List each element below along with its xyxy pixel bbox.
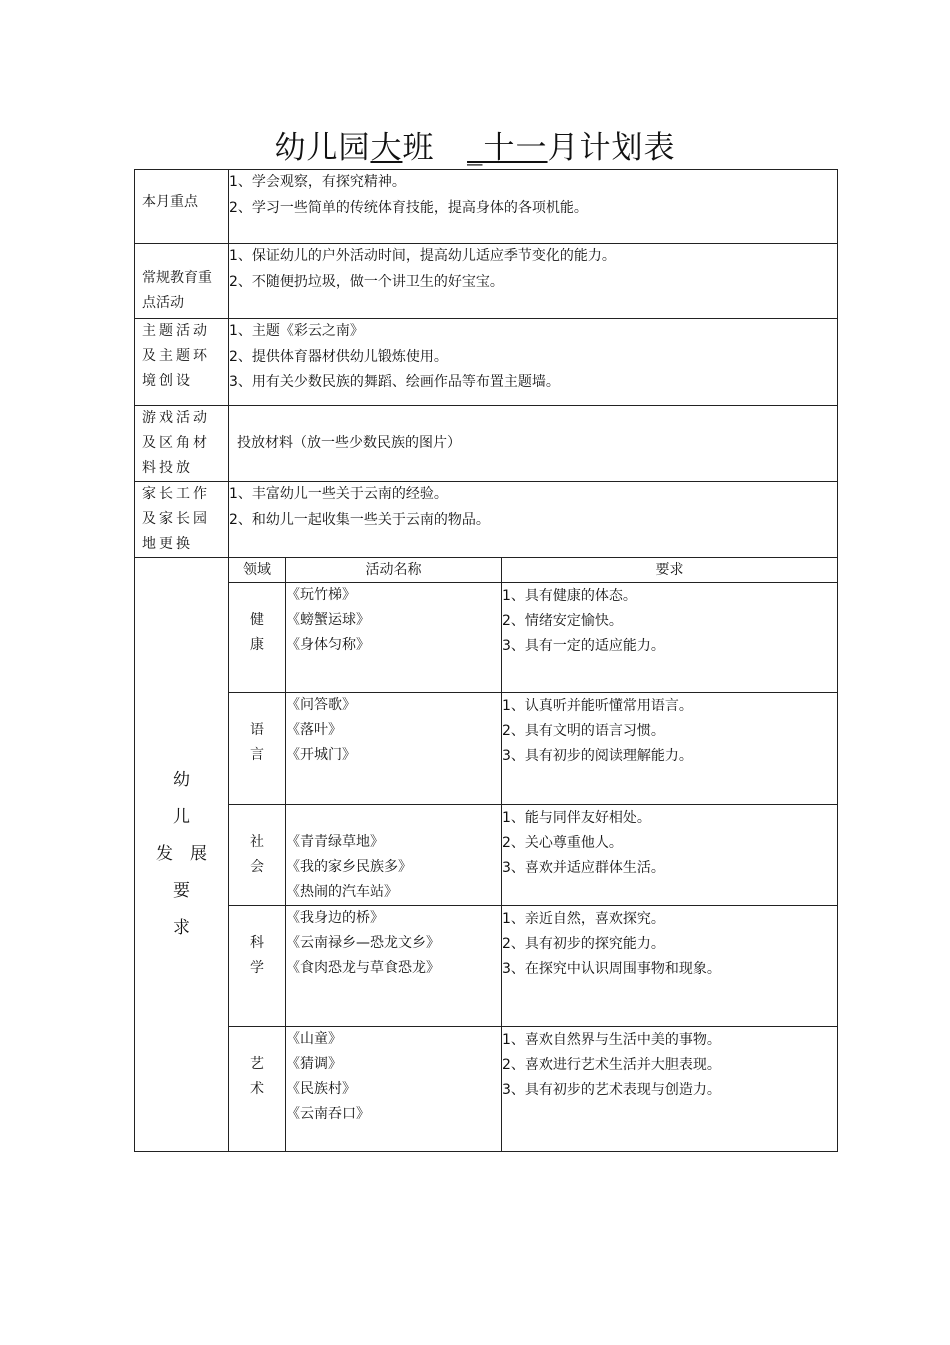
header-domain: 领域 [229, 558, 286, 583]
game-activity-content [229, 406, 838, 482]
activity-list [286, 1027, 502, 1152]
theme-activity-content [229, 319, 838, 406]
activity-item: 《民族村》 [286, 1081, 356, 1097]
activity-item: 《我身边的桥》 [286, 910, 384, 926]
activity-item: 《落叶》 [286, 722, 342, 738]
domain-char: 康 [250, 637, 264, 653]
parent-work-label: 家长工作及家长园地更换 [142, 486, 210, 552]
row-parent-work [135, 482, 838, 558]
domain-name [229, 1027, 286, 1152]
header-requirements: 要求 [502, 558, 838, 583]
domain-char: 言 [250, 747, 264, 763]
requirement-item: 2、关心尊重他人。 [502, 835, 623, 851]
domain-char: 学 [250, 960, 264, 976]
domain-char: 社 [250, 834, 264, 850]
requirement-item: 3、具有初步的艺术表现与创造力。 [502, 1082, 721, 1098]
row-game-activity [135, 406, 838, 482]
domain-char: 会 [250, 859, 264, 875]
page-title [0, 122, 950, 167]
requirement-list [502, 583, 838, 693]
activity-item: 《食肉恐龙与草食恐龙》 [286, 960, 440, 976]
requirement-item: 3、具有一定的适应能力。 [502, 638, 665, 654]
plan-table [134, 169, 838, 1152]
row-monthly-focus [135, 170, 838, 244]
domain-char: 术 [250, 1081, 264, 1097]
domain-name [229, 805, 286, 906]
content-line: 1、主题《彩云之南》 [229, 323, 364, 339]
activity-item: 《玩竹梯》 [286, 587, 356, 603]
domain-char: 语 [250, 722, 264, 738]
content-line: 1、保证幼儿的户外活动时间，提高幼儿适应季节变化的能力。 [229, 248, 616, 264]
development-label [135, 558, 229, 1152]
row-label [135, 406, 229, 482]
title-prefix: 幼儿园 [274, 130, 371, 166]
activity-item: 《猜调》 [286, 1056, 342, 1072]
domain-name [229, 693, 286, 805]
content-line: 2、学习一些简单的传统体育技能，提高身体的各项机能。 [229, 199, 588, 216]
activity-item: 《云南吞口》 [286, 1106, 370, 1122]
activity-item: 《热闹的汽车站》 [286, 884, 398, 900]
requirement-item: 2、喜欢进行艺术生活并大胆表现。 [502, 1057, 721, 1073]
domain-row-art [135, 1027, 838, 1152]
requirement-item: 2、具有初步的探究能力。 [502, 936, 665, 952]
row-routine-education [135, 244, 838, 319]
routine-education-content [229, 244, 838, 319]
row-theme-activity [135, 319, 838, 406]
activity-list [286, 906, 502, 1027]
requirement-item: 1、喜欢自然界与生活中美的事物。 [502, 1032, 721, 1048]
row-label [135, 170, 229, 244]
title-suffix: 月计划表 [547, 130, 676, 166]
domain-name [229, 583, 286, 693]
requirement-list [502, 805, 838, 906]
title-class-word: 班 [402, 130, 435, 166]
content-line: 3、用有关少数民族的舞蹈、绘画作品等布置主题墙。 [229, 374, 560, 390]
domain-char: 健 [250, 612, 264, 628]
requirement-item: 2、情绪安定愉快。 [502, 613, 623, 629]
monthly-focus-content [229, 170, 838, 244]
row-label [135, 319, 229, 406]
activity-item: 《云南禄乡—恐龙文乡》 [286, 935, 440, 951]
title-month: _十一 [467, 130, 548, 166]
development-label-line: 求 [173, 918, 190, 938]
domain-row-health [135, 583, 838, 693]
header-activity-name: 活动名称 [286, 558, 502, 583]
activity-item: 《青青绿草地》 [286, 834, 384, 850]
content-line: 1、丰富幼儿一些关于云南的经验。 [229, 486, 448, 502]
activity-item: 《问答歌》 [286, 697, 356, 713]
domain-row-language [135, 693, 838, 805]
domain-name [229, 906, 286, 1027]
requirement-item: 1、亲近自然，喜欢探究。 [502, 911, 665, 927]
content-line: 2、提供体育器材供幼儿锻炼使用。 [229, 348, 448, 365]
requirement-item: 1、具有健康的体态。 [502, 588, 637, 604]
routine-education-label: 常规教育重点活动 [142, 270, 212, 311]
domain-row-science [135, 906, 838, 1027]
requirement-item: 3、具有初步的阅读理解能力。 [502, 748, 693, 764]
activity-item: 《山童》 [286, 1031, 342, 1047]
activity-item: 《螃蟹运球》 [286, 612, 370, 628]
requirement-item: 3、喜欢并适应群体生活。 [502, 860, 665, 876]
monthly-focus-label: 本月重点 [142, 193, 198, 210]
parent-work-content [229, 482, 838, 558]
content-line: 1、学会观察，有探究精神。 [229, 174, 406, 190]
requirement-item: 1、能与同伴友好相处。 [502, 810, 651, 826]
activity-list [286, 805, 502, 906]
content-line: 2、和幼儿一起收集一些关于云南的物品。 [229, 511, 490, 528]
domain-char: 科 [250, 935, 264, 951]
content-line: 2、不随便扔垃圾，做一个讲卫生的好宝宝。 [229, 273, 504, 290]
activity-list [286, 693, 502, 805]
theme-activity-label: 主题活动及主题环境创设 [142, 323, 210, 389]
domain-char: 艺 [250, 1056, 264, 1072]
game-activity-label: 游戏活动及区角材料投放 [142, 410, 210, 476]
activity-list [286, 583, 502, 693]
requirement-item: 1、认真听并能听懂常用语言。 [502, 698, 693, 714]
requirement-item: 3、在探究中认识周围事物和现象。 [502, 961, 721, 977]
row-label [135, 244, 229, 319]
activity-item: 《身体匀称》 [286, 637, 370, 653]
row-label [135, 482, 229, 558]
activity-item: 《我的家乡民族多》 [286, 859, 412, 875]
requirement-list [502, 1027, 838, 1152]
content-line: 投放材料（放一些少数民族的图片） [237, 434, 461, 451]
requirement-item: 2、具有文明的语言习惯。 [502, 723, 665, 739]
domain-row-society [135, 805, 838, 906]
activity-item: 《开城门》 [286, 747, 356, 763]
development-label-line: 要 [173, 881, 190, 901]
development-label-line: 儿 [173, 807, 190, 827]
title-class-level: 大 [370, 130, 403, 166]
development-header-row [135, 558, 838, 583]
requirement-list [502, 693, 838, 805]
development-label-line: 幼 [173, 770, 190, 790]
development-label-line: 发 展 [156, 844, 207, 864]
requirement-list [502, 906, 838, 1027]
